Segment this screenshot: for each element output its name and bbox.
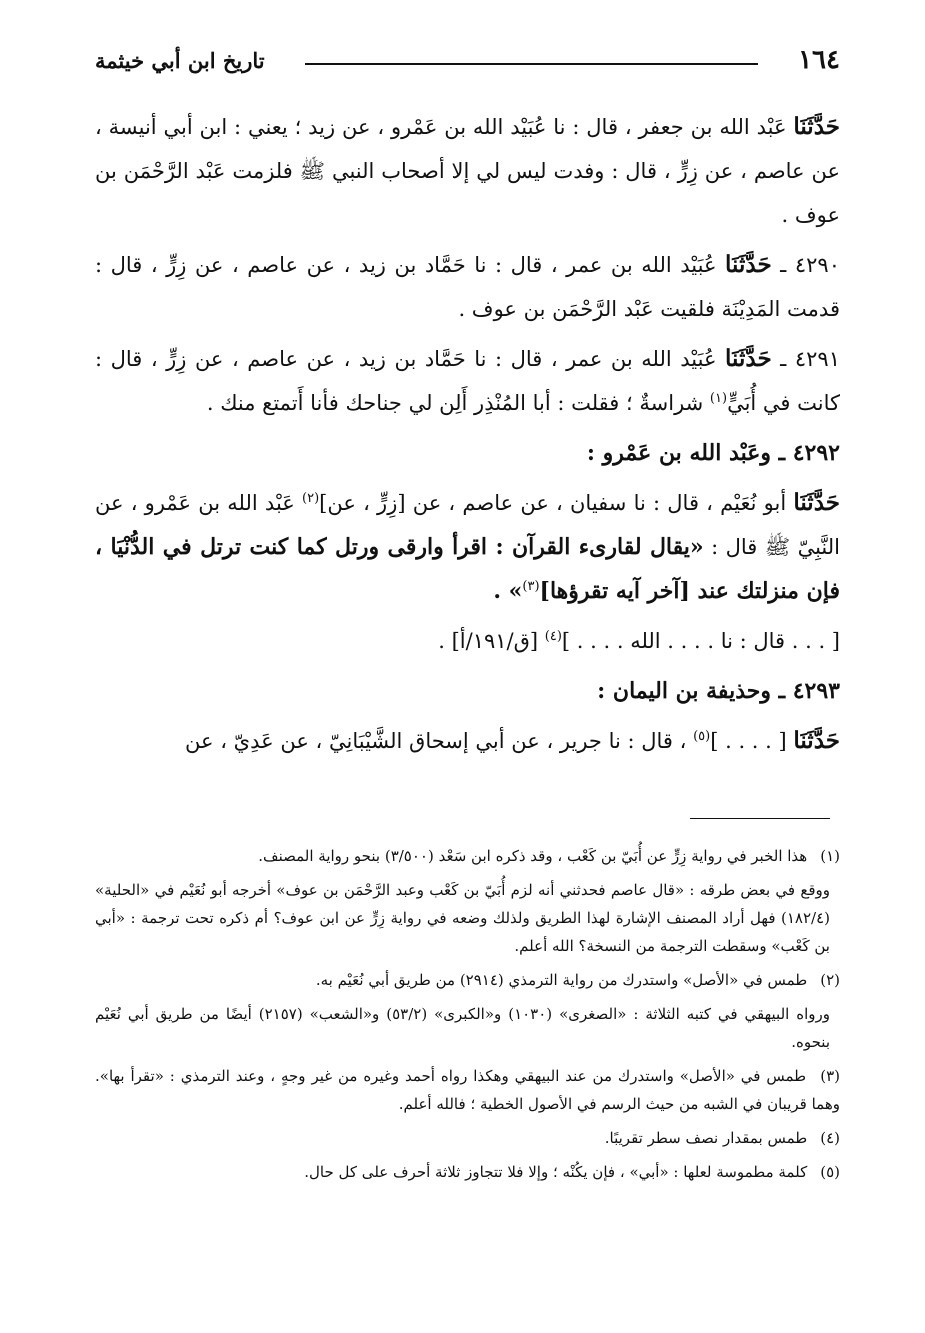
footnote-number: (٢) bbox=[820, 971, 840, 989]
prophetic-saying-end: » . bbox=[493, 578, 523, 604]
footnote-ref[interactable]: (٤) bbox=[544, 629, 562, 644]
hadith-number: ٤٢٩١ ـ bbox=[771, 347, 840, 371]
footnote bbox=[95, 1158, 840, 1186]
hadith-opening: حَدَّثَنَا bbox=[793, 489, 840, 516]
hadith-text: عَبْد الله بن عَمْرو ، عن النَّبِيّ ﷺ قال : bbox=[95, 491, 840, 559]
footnote-number: (٣) bbox=[820, 1067, 840, 1085]
hadith-text: عُبَيْد الله بن عمر ، قال : نا حَمَّاد بن زيد ، عن عاصم ، عن زِرٍّ ، قال : كانت في أُبَيٍّ bbox=[95, 347, 840, 415]
footnote-ref[interactable]: (١) bbox=[709, 391, 728, 406]
footnote-text: هذا الخبر في رواية زِرٍّ عن أُبَيّ بن كَعْب ، وقد ذكره ابن سَعْد (٣/٥٠٠) بنحو رواية المصنف. bbox=[258, 847, 808, 865]
section-heading: ٤٢٩٣ ـ وحذيفة بن اليمان : bbox=[597, 678, 840, 704]
prophetic-saying: «يقال لقارىء القرآن : اقرأ وارقى ورتل كما كنت ترتل في الدُّنْيَا ، فإن منزلتك عند [آخر آيه تقرؤها] bbox=[95, 534, 840, 604]
page-number: ١٦٤ bbox=[798, 45, 840, 75]
footnote-number: (١) bbox=[820, 847, 840, 865]
footnote-text: طمس في «الأصل» واستدرك من عند البيهقي وهكذا رواه أحمد وغيره من غير وجهٍ ، وعند الترمذي : «تقرأ بها». وهما قريبان في الشبه من حيث الرسم في الأصول الخطية ؛ فالله أعلم. bbox=[95, 1067, 840, 1113]
footnote bbox=[95, 1062, 840, 1118]
hadith-number: ٤٢٩٠ ـ bbox=[771, 253, 840, 277]
footnote-number: (٥) bbox=[820, 1163, 840, 1181]
footnote-text: كلمة مطموسة لعلها : «أبي» ، فإن يكُنْه ؛ وإلا فلا تتجاوز ثلاثة أحرف على كل حال. bbox=[304, 1163, 808, 1181]
footnote-ref[interactable]: (٣) bbox=[522, 579, 540, 594]
section-heading: ٤٢٩٢ ـ وعَبْد الله بن عَمْرو : bbox=[586, 440, 840, 466]
hadith-paragraph bbox=[95, 243, 840, 331]
header-rule bbox=[305, 63, 758, 65]
footnote-continuation: ووقع في بعض طرقه : «قال عاصم فحدثني أنه لزم أُبَيّ بن كَعْب وعبد الرَّحْمَن بن عوف» أخرجه أبو نُعَيْم في «الحلية» (١٨٢/٤) فهل أراد المصنف الإشارة لهذا الطريق ولذلك وضعه في رواية زِرٍّ عن ابن عوف؟ أم ذكره تحت ترجمة : «أبي بن كَعْب» وسقطت الترجمة من النسخة؟ الله أعلم. bbox=[95, 881, 830, 955]
hadith-text: [ . . . . ] bbox=[710, 729, 794, 753]
footnote bbox=[95, 1124, 840, 1152]
footnote-text: طمس في «الأصل» واستدرك من رواية الترمذي (٢٩١٤) من طريق أبي نُعَيْم به. bbox=[315, 971, 808, 989]
page-header bbox=[95, 40, 840, 80]
footnote-ref[interactable]: (٢) bbox=[302, 491, 320, 506]
hadith-text: ، قال : نا جرير ، عن أبي إسحاق الشَّيْبَانِيّ ، عن عَدِيّ ، عن bbox=[185, 729, 694, 753]
hadith-text: [ . . . قال : نا . . . . الله . . . . ] bbox=[561, 629, 840, 653]
footnote-separator bbox=[690, 818, 830, 819]
hadith-text: عَبْد الله بن جعفر ، قال : نا عُبَيْد الله بن عَمْرو ، عن زيد ؛ يعني : ابن أبي أنيسة ، عن عاصم ، عن زِرٍّ ، قال : وفدت ليس لي إلا أصحاب النبي ﷺ فلزمت عَبْد الرَّحْمَن بن عوف . bbox=[95, 115, 840, 227]
hadith-paragraph bbox=[95, 105, 840, 237]
hadith-text: عُبَيْد الله بن عمر ، قال : نا حَمَّاد بن زيد ، عن عاصم ، عن زِرٍّ ، قال : قدمت المَدِيْنَة فلقيت عَبْد الرَّحْمَن بن عوف . bbox=[95, 253, 840, 321]
footnote-ref[interactable]: (٥) bbox=[693, 729, 711, 744]
manuscript-ref: [ق/١٩١/أ] . bbox=[438, 629, 545, 653]
footnote-continuation: ورواه البيهقي في كتبه الثلاثة : «الصغرى» (١٠٣٠) و«الكبرى» (٥٣/٢) و«الشعب» (٢١٥٧) أيضًا من طريق أبي نُعَيْم بنحوه. bbox=[95, 1005, 831, 1051]
footnote bbox=[95, 966, 840, 994]
hadith-opening: حَدَّثَنَا bbox=[725, 251, 772, 278]
hadith-opening: حَدَّثَنَا bbox=[725, 345, 772, 372]
hadith-opening: حَدَّثَنَا bbox=[793, 113, 840, 140]
hadith-text: أبو نُعَيْم ، قال : نا سفيان ، عن عاصم ، عن [زِرٍّ ، عن] bbox=[319, 491, 794, 515]
footnote bbox=[95, 842, 840, 870]
main-text bbox=[95, 105, 840, 769]
footnote-number: (٤) bbox=[820, 1129, 840, 1147]
footnote-text: طمس بمقدار نصف سطر تقريبًا. bbox=[604, 1129, 808, 1147]
hadith-opening: حَدَّثَنَا bbox=[793, 727, 840, 754]
running-title: تاريخ ابن أبي خيثمة bbox=[95, 47, 265, 73]
hadith-paragraph bbox=[95, 337, 840, 425]
hadith-paragraph bbox=[95, 719, 840, 763]
hadith-paragraph bbox=[95, 481, 840, 613]
hadith-text: شراسةٌ ؛ فقلت : أبا المُنْذِر أَلِن لي جناحك فأنا أَتمتع منك . bbox=[206, 391, 710, 415]
hadith-paragraph bbox=[95, 619, 840, 663]
footnotes bbox=[95, 842, 840, 1192]
